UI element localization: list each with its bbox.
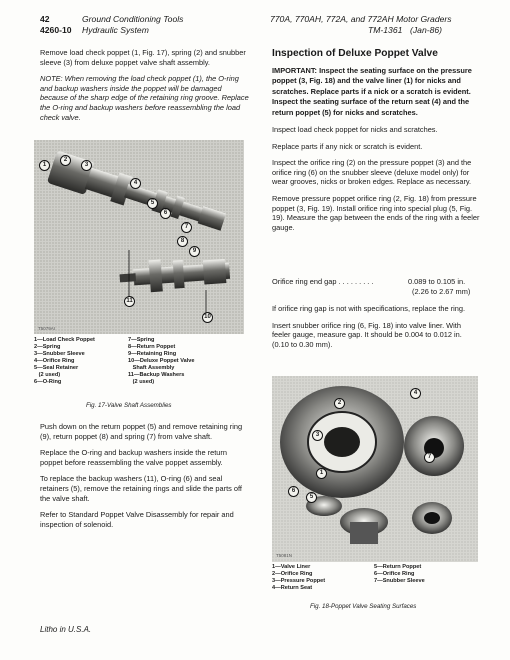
para-push-down: Push down on the return poppet (5) and remove retaining ring (9), return poppet (8) and spring (7) from valve shaft. xyxy=(40,422,243,441)
callout-4: 4 xyxy=(130,178,141,189)
callout-11: 11 xyxy=(124,296,135,307)
right-column-lower xyxy=(272,304,480,356)
figure-17-caption: Fig. 17-Valve Shaft Assemblies xyxy=(86,402,172,409)
callout-9: 9 xyxy=(189,246,200,257)
para-inspect-orifice: Inspect the orifice ring (2) on the pressure poppet (3) and the orifice ring (6) on the snubber sleeve (deluxe model only) for wear grooves, nicks or broken edges. Replace as necessary. xyxy=(272,158,472,187)
legend-item: (2 used) xyxy=(34,372,61,378)
valve-shaft-illustration xyxy=(34,140,244,334)
legend-item: 5—Seal Retainer xyxy=(34,365,79,371)
callout-2: 2 xyxy=(60,155,71,166)
figure-18-legend-left xyxy=(272,564,325,592)
legend-item: 7—Spring xyxy=(128,337,155,343)
legend-item: 4—Return Seat xyxy=(272,585,313,591)
right-column xyxy=(272,66,480,239)
callout-fig18-3: 3 xyxy=(312,430,323,441)
litho-footer: Litho in U.S.A. xyxy=(40,625,92,634)
section-code: 4260-10 xyxy=(40,25,72,35)
tm-number: TM-1361 xyxy=(368,25,403,35)
para-backup-washers: To replace the backup washers (11), O-ring (6) and seal retainers (5), remove the retaining rings and slide the parts off the valve shaft. xyxy=(40,474,242,503)
legend-item: 1—Valve Liner xyxy=(272,564,311,570)
important-paragraph: IMPORTANT: Inspect the seating surface on the pressure poppet (3, Fig. 18) and the valve liner (1) for nicks and scratches. Replace parts if a nick or a scratch is evident. Inspect the seating surface of the return seat (4) and the return poppet (5) for nicks and scratches. xyxy=(272,66,472,117)
callout-10: 10 xyxy=(202,312,213,323)
para-remove-load-check: Remove load check poppet (1, Fig. 17), spring (2) and snubber sleeve (3) from deluxe poppet valve shaft assembly. xyxy=(40,48,246,67)
callout-6: 6 xyxy=(160,208,171,219)
figure-17-code: T5079AI xyxy=(38,326,56,331)
para-insert-snubber: Insert snubber orifice ring (6, Fig. 18) into valve liner. With feeler gauge, measure gap. It should be 0.004 to 0.012 in. (0.10 to 0.30 mm). xyxy=(272,320,462,349)
legend-item: 2—Orifice Ring xyxy=(272,571,313,577)
figure-17-legend-left xyxy=(34,337,95,386)
models-title: 770A, 770AH, 772A, and 772AH Motor Graders xyxy=(270,14,452,24)
legend-item: 4—Orifice Ring xyxy=(34,358,75,364)
callout-fig18-4: 4 xyxy=(410,388,421,399)
callout-fig18-2: 2 xyxy=(334,398,345,409)
legend-item: 6—O-Ring xyxy=(34,379,62,385)
para-replace-oring: Replace the O-ring and backup washers inside the return poppet before reassembling the valve poppet assembly. xyxy=(40,448,227,467)
page-number: 42 xyxy=(40,14,50,24)
legend-item: 10—Deluxe Poppet Valve xyxy=(128,358,195,364)
figure-17-legend-right xyxy=(128,337,195,386)
callout-fig18-6: 6 xyxy=(288,486,299,497)
section-title: Ground Conditioning Tools xyxy=(82,14,184,24)
callout-fig18-5: 5 xyxy=(306,492,317,503)
para-inspect-load-check: Inspect load check poppet for nicks and scratches. xyxy=(272,125,438,135)
spec-value-in: 0.089 to 0.105 in. xyxy=(408,277,466,286)
para-replace-parts: Replace parts if any nick or scratch is evident. xyxy=(272,141,423,151)
callout-8: 8 xyxy=(177,236,188,247)
callout-7: 7 xyxy=(181,222,192,233)
figure-18-caption: Fig. 18-Poppet Valve Seating Surfaces xyxy=(310,603,417,610)
legend-item: 3—Snubber Sleeve xyxy=(34,351,85,357)
figure-18-legend-right xyxy=(374,564,425,585)
callout-3: 3 xyxy=(81,160,92,171)
legend-item: Shaft Assembly xyxy=(128,365,175,371)
callout-fig18-1: 1 xyxy=(316,468,327,479)
left-column-bottom xyxy=(40,422,250,536)
para-refer-standard: Refer to Standard Poppet Valve Disassembly for repair and inspection of solenoid. xyxy=(40,510,234,529)
note-paragraph: NOTE: When removing the load check poppet (1), the O-ring and backup washers inside the poppet will be damaged because of the sharp edge of the retaining ring groove. Replace the O-ring and backup washers before reassembling the load check valve. xyxy=(40,74,249,122)
legend-item: 1—Load Check Poppet xyxy=(34,337,95,343)
callout-fig18-7: 7 xyxy=(424,452,435,463)
legend-item: 9—Retaining Ring xyxy=(128,351,177,357)
subsection-title: Hydraulic System xyxy=(82,25,149,35)
figure-18-seating-surfaces xyxy=(272,376,478,562)
callout-5: 5 xyxy=(147,198,158,209)
legend-item: 8—Return Poppet xyxy=(128,344,176,350)
figure-17-valve-shafts xyxy=(34,140,244,334)
poppet-parts-illustration xyxy=(272,376,478,562)
legend-item: 11—Backup Washers xyxy=(128,372,185,378)
inspection-heading: Inspection of Deluxe Poppet Valve xyxy=(272,48,438,59)
legend-item: 7—Snubber Sleeve xyxy=(374,578,425,584)
para-gap-not-in-spec: If orifice ring gap is not with specifications, replace the ring. xyxy=(272,304,466,313)
legend-item: 3—Pressure Poppet xyxy=(272,578,326,584)
callout-1: 1 xyxy=(39,160,50,171)
spec-value-mm: (2.26 to 2.67 mm) xyxy=(412,287,471,296)
left-column-top xyxy=(40,48,250,129)
spec-label: Orifice ring end gap . . . . . . . . . xyxy=(272,277,374,286)
figure-18-code: T5081N xyxy=(276,553,293,558)
legend-item: (2 used) xyxy=(128,379,155,385)
para-remove-orifice: Remove pressure poppet orifice ring (2, Fig. 18) from pressure poppet (3, Fig. 19). Install orifice ring into special plug (5, Fig. 19). Measure the gap between the ends of the ring with a feeler gauge. xyxy=(272,194,480,232)
legend-item: 6—Orifice Ring xyxy=(374,571,415,577)
legend-item: 2—Spring xyxy=(34,344,61,350)
tm-date: (Jan-86) xyxy=(410,25,442,35)
legend-item: 5—Return Poppet xyxy=(374,564,422,570)
